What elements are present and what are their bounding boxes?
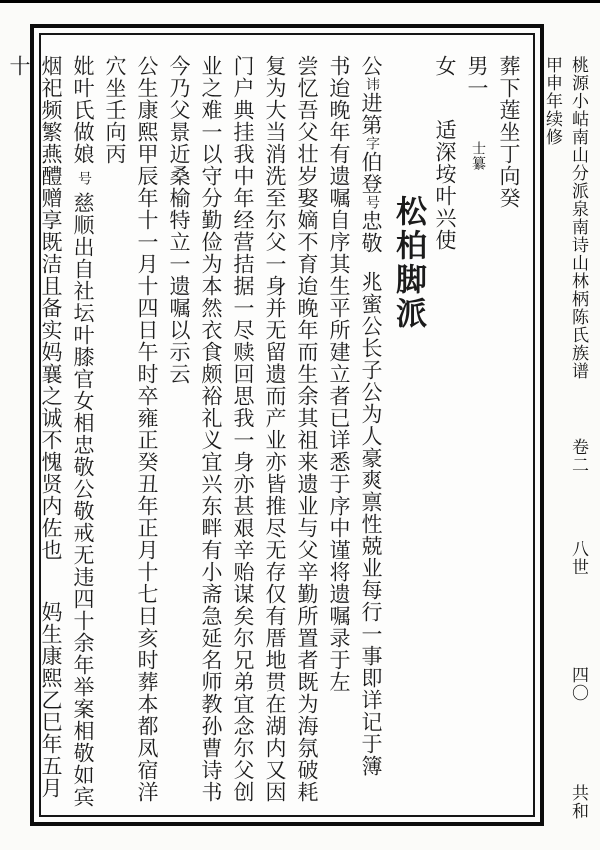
volume-label: 卷二 <box>569 438 588 474</box>
grave-orientation <box>99 55 131 811</box>
margin-title-column <box>539 56 591 836</box>
wife-record <box>67 55 99 811</box>
ancestor-bio-segment: 公 <box>359 55 383 77</box>
branch-name-header-segment: 松柏脚派 <box>391 194 426 331</box>
burial-site-note <box>493 55 525 811</box>
ancestor-bio-segment: 忠敬 <box>359 210 383 254</box>
wife-eulogy-segment: 烟祀频繁燕醴赠享既洁且备实妈襄之诚不愧贤内佐也 <box>39 55 63 561</box>
wife-eulogy-segment: 妈生康熙乙巳年五月十 <box>7 55 63 799</box>
testament-preface-segment: 书迨晚年有遗嘱自序其生平所建立者已详悉于序中谨将遗嘱录于左 <box>327 55 351 693</box>
male-heirs-note-segment: 士纂 <box>470 141 485 171</box>
ancestor-bio-segment: 讳 <box>364 77 379 92</box>
scan-edge-line <box>0 0 600 3</box>
testament-line-3 <box>227 55 259 811</box>
wife-record-segment: 号 <box>76 170 91 186</box>
testament-closing <box>163 55 195 811</box>
testament-line-2-segment: 复为大当消洗至尔父一身并无留遗而产业亦皆推尽无存仅有厝地贯在湖内又因 <box>263 55 287 803</box>
male-heirs-note-segment: 男一 <box>465 55 489 99</box>
generation-label: 八世 <box>569 540 588 576</box>
ancestor-bio-segment: 伯登 <box>359 151 383 195</box>
ancestor-bio-segment: 字 <box>364 136 379 151</box>
edition-note: 共和甲申年续修 <box>543 56 588 820</box>
testament-line-4-segment: 业之难一以守分勤俭为本然衣食颇裕礼义宜兴东畔有小斋急延名师教孙曹诗书 <box>199 55 223 803</box>
page-frame <box>7 24 544 826</box>
daughter-note-segment: 适深垵叶兴使 <box>433 119 457 251</box>
testament-line-3-segment: 门户典挂我中年经营拮据一尽赎回思我一身亦甚艰辛贻谋矣尔兄弟宜念尔父创 <box>231 55 255 803</box>
male-heirs-note <box>461 55 493 811</box>
ancestor-bio <box>355 55 387 811</box>
testament-line-1 <box>291 55 323 811</box>
testament-preface <box>323 55 355 811</box>
folio-number: 四〇 <box>569 666 588 702</box>
daughter-note-segment: 女 <box>433 55 457 77</box>
ancestor-bio-segment: 进第 <box>359 92 383 136</box>
burial-site-note-segment: 葬下莲坐丁向癸 <box>497 55 521 209</box>
testament-closing-segment: 今乃父景近桑榆特立一遗嘱以示云 <box>167 55 191 385</box>
page-frame-inner <box>7 33 535 817</box>
ancestor-bio-segment: 兆蜜公长子公为人豪爽禀性兢业每行一事即详记于簿 <box>359 270 383 777</box>
wife-record-segment: 慈顺出自社坛叶膝官女相忠敬公敬戒无违四十余年举案相敬如宾 <box>71 191 95 808</box>
daughter-note <box>429 55 461 811</box>
text-columns <box>7 55 525 811</box>
testament-line-4 <box>195 55 227 811</box>
testament-line-1-segment: 尝忆吾父壮岁娶嫡不育迨晚年而生余其祖来遗业与父辛勤所置者既为海氛破耗 <box>295 55 319 803</box>
wife-eulogy <box>7 55 67 811</box>
book-title: 桃源小岵南山分派泉南诗山林柄陈氏族谱 <box>569 56 588 380</box>
birth-death-record-segment: 公生康熙甲辰年十一月十四日午时卒雍正癸丑年正月十七日亥时葬本都凤宿洋 <box>135 55 159 803</box>
birth-death-record <box>131 55 163 811</box>
ancestor-bio-segment: 号 <box>364 195 379 210</box>
wife-record-segment: 妣叶氏做娘 <box>71 55 95 165</box>
branch-name-header <box>387 55 429 811</box>
testament-line-2 <box>259 55 291 811</box>
grave-orientation-segment: 穴坐壬向丙 <box>103 55 127 165</box>
